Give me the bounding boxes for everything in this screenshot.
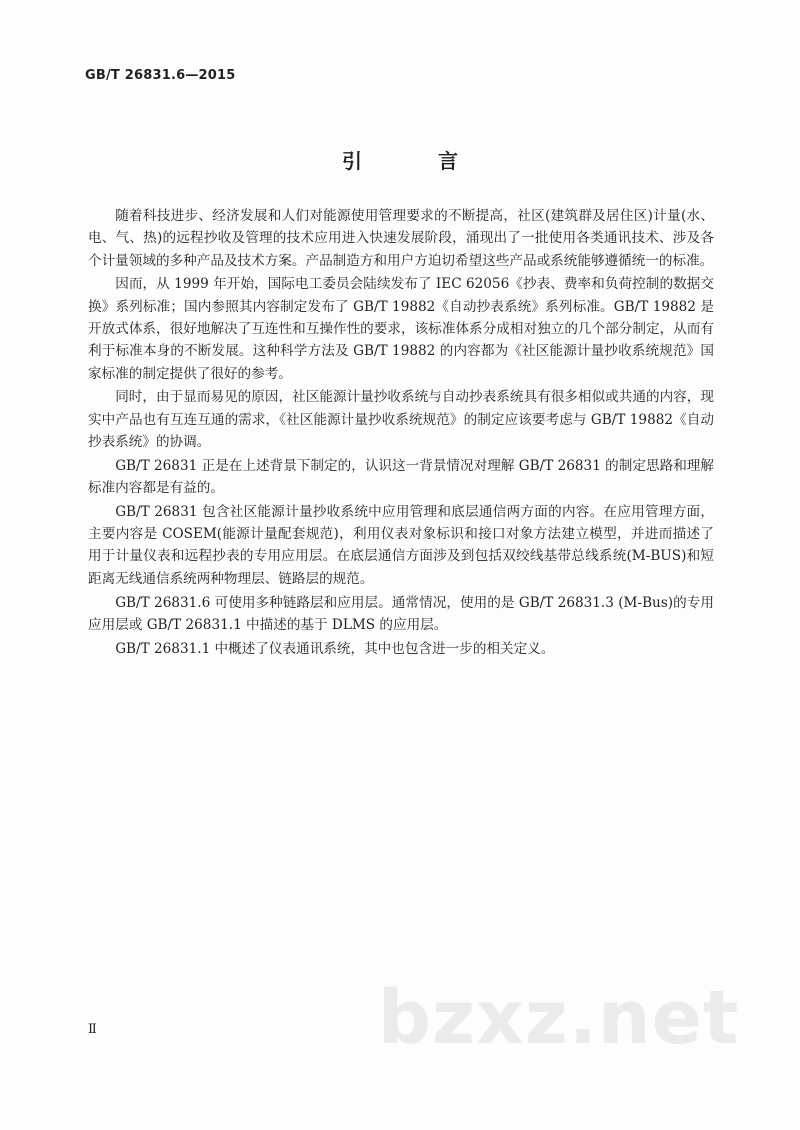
- paragraph: GB/T 26831.1 中概述了仪表通讯系统，其中也包含进一步的相关定义。: [115, 640, 555, 657]
- paragraph: GB/T 26831 包含社区能源计量抄收系统中应用管理和底层通信两方面的内容。在应用管理方面，主要内容是 COSEM(能源计量配套规范)，利用仪表对象标识和接口对象方法建立模型，并进而描述了用于计量仪表和远程抄表的专用应用层。在底层通信方面涉及到包括双绞线基带总线系统(M-BUS)和短距离无线通信系统两种物理层、链路层的规范。: [88, 503, 714, 587]
- introduction-body: [88, 205, 714, 661]
- page-number: Ⅱ: [88, 1022, 97, 1037]
- paragraph: 因而，从 1999 年开始，国际电工委员会陆续发布了 IEC 62056《抄表、费率和负荷控制的数据交换》系列标准；国内参照其内容制定发布了 GB/T 19882《自动抄表系统》系列标准。GB/T 19882 是开放式体系，很好地解决了互连性和互操作性的要求，该标准体系分成相对独立的几个部分制定，从而有利于标准本身的不断发展。这种科学方法及 GB/T 19882 的内容都为《社区能源计量抄收系统规范》国家标准的制定提供了很好的参考。: [88, 276, 714, 382]
- watermark: bzxz.net: [378, 975, 740, 1061]
- paragraph: GB/T 26831 正是在上述背景下制定的，认识这一背景情况对理解 GB/T 26831 的制定思路和理解标准内容都是有益的。: [88, 457, 714, 497]
- standard-code: GB/T 26831.6—2015: [85, 68, 236, 83]
- paragraph: GB/T 26831.6 可使用多种链路层和应用层。通常情况，使用的是 GB/T 26831.3 (M-Bus)的专用应用层或 GB/T 26831.1 中描述的基于 DLMS 的应用层。: [88, 594, 714, 633]
- paragraph: 同时，由于显而易见的原因，社区能源计量抄收系统与自动抄表系统具有很多相似或共通的内容，现实中产品也有互连互通的需求，《社区能源计量抄收系统规范》的制定应该要考虑与 GB/T 19882《自动抄表系统》的协调。: [88, 389, 714, 450]
- page-title: 引 言: [342, 149, 486, 173]
- paragraph: 随着科技进步、经济发展和人们对能源使用管理要求的不断提高，社区(建筑群及居住区)计量(水、电、气、热)的远程抄收及管理的技术应用进入快速发展阶段，涌现出了一批使用各类通讯技术、涉及各个计量领域的多种产品及技术方案。产品制造方和用户方迫切希望这些产品或系统能够遵循统一的标准。: [88, 208, 714, 269]
